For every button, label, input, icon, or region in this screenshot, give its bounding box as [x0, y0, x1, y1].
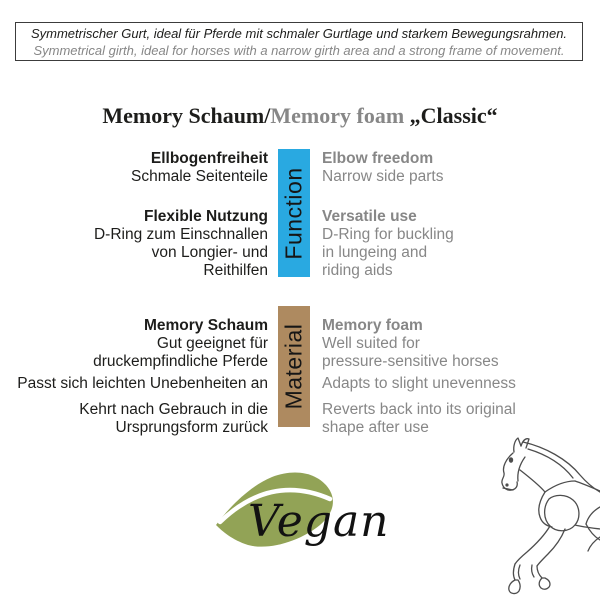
- material-item-de-3a: Kehrt nach Gebrauch in die: [79, 401, 268, 418]
- function-band: [278, 149, 310, 277]
- title-english: Memory foam: [270, 103, 405, 128]
- function-sub-de-2c: Reithilfen: [203, 262, 268, 279]
- function-sub-en-2c: riding aids: [322, 262, 393, 279]
- material-german-column: [17, 317, 268, 437]
- material-sub-de-1a: Gut geeignet für: [156, 335, 268, 352]
- function-sub-en-2b: in lungeing and: [322, 244, 428, 261]
- material-sub-en-1a: Well suited for: [322, 335, 420, 352]
- material-english-column: [322, 317, 516, 437]
- vegan-label: Vegan: [248, 496, 390, 547]
- info-banner: [15, 22, 583, 61]
- function-heading-de-1: Ellbogenfreiheit: [150, 150, 268, 167]
- material-item-de-3b: Ursprungsform zurück: [115, 419, 268, 436]
- function-heading-de-2: Flexible Nutzung: [144, 208, 268, 225]
- function-heading-en-1: Elbow freedom: [322, 150, 434, 167]
- function-sub-de-2a: D-Ring zum Einschnallen: [93, 226, 268, 243]
- material-item-de-2: Passt sich leichten Unebenheiten an: [17, 375, 268, 392]
- material-item-en-2: Adapts to slight unevenness: [322, 375, 516, 392]
- title-classic-suffix: „Classic“: [404, 103, 498, 128]
- horse-sketch: [487, 437, 600, 600]
- function-sub-en-1: Narrow side parts: [322, 168, 444, 185]
- banner-text-english: Symmetrical girth, ideal for horses with a narrow girth area and a strong frame of movement.: [33, 42, 565, 58]
- function-sub-en-2a: D-Ring for buckling: [322, 226, 454, 243]
- function-sub-de-1: Schmale Seitenteile: [131, 168, 268, 185]
- function-german-column: [94, 150, 268, 280]
- material-item-en-3b: shape after use: [322, 419, 429, 436]
- material-heading-en: Memory foam: [322, 317, 423, 334]
- function-english-column: [322, 150, 454, 280]
- function-heading-en-2: Versatile use: [322, 208, 417, 225]
- material-band: [278, 306, 310, 427]
- banner-text-german: Symmetrischer Gurt, ideal für Pferde mit schmaler Gurtlage und starkem Bewegungsrahmen.: [30, 25, 568, 41]
- material-band-label: Material: [280, 323, 307, 410]
- function-sub-de-2b: von Longier- und: [151, 244, 268, 261]
- material-sub-en-1b: pressure-sensitive horses: [322, 353, 499, 370]
- function-band-label: Function: [280, 166, 307, 260]
- material-sub-de-1b: druckempfindliche Pferde: [93, 353, 268, 370]
- material-item-en-3a: Reverts back into its original: [322, 401, 516, 418]
- title-german: Memory Schaum/: [102, 103, 271, 128]
- page-title: [0, 103, 600, 129]
- material-heading-de: Memory Schaum: [143, 317, 268, 334]
